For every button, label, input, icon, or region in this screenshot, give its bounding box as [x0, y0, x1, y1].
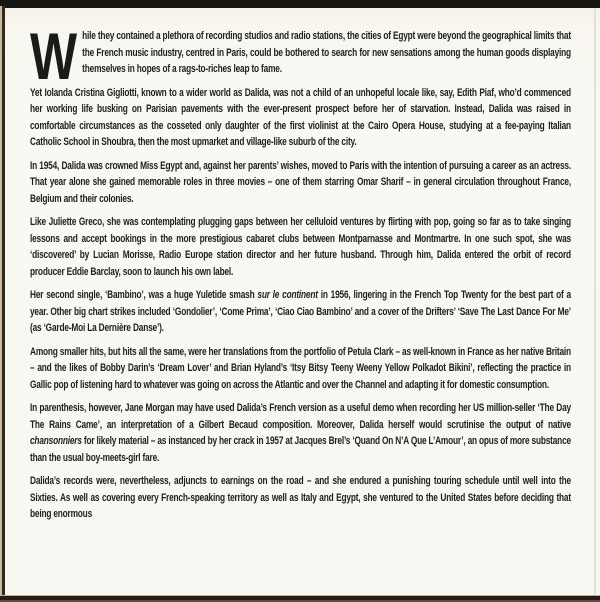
paragraph	[30, 85, 571, 151]
paragraph	[30, 28, 571, 93]
paragraph	[30, 214, 571, 280]
text-run: In parenthesis, however, Jane Morgan may have used Dalida’s French version as a useful demo when recording her US million-seller ‘The Day The Rains Came’, an interpretation of a Gilbert Becaud composition. Moreover, Dalida herself would scrutinise the output of native	[30, 402, 571, 431]
italic-text-run: sur le continent	[257, 289, 318, 301]
paragraph	[30, 400, 571, 466]
paragraph	[30, 158, 571, 208]
top-border	[0, 0, 600, 8]
text-column	[30, 28, 571, 523]
text-run: Yet Iolanda Cristina Gigliotti, known to a wider world as Dalida, was not a child of an unhopeful locale like, say, Edith Piaf, who’d commenced her working life busking on Parisian pavements with the ever-present prospect before her of starvation. Instead, Dalida was raised in comfortable circumstances as the cosseted only daughter of the first violinist at the Cairo Opera House, studying at a fee-paying Italian Catholic School in Shoubra, then the most upmarket and village-like suburb of the city.	[30, 86, 571, 148]
text-run: for likely material – as instanced by her crack in 1957 at Jacques Brel’s ‘Quand On N’A Que L’Amour’, an opus of more substance than the usual boy-meets-girl fare.	[30, 435, 571, 464]
text-run: Dalida’s records were, nevertheless, adjuncts to earnings on the road – and she endured a punishing touring schedule until well into the Sixties. As well as covering every French-speaking territory as well as Italy and Egypt, she ventured to the United States before deciding that being enormous	[30, 475, 571, 520]
paragraph	[30, 344, 571, 394]
drop-cap: W	[30, 28, 77, 93]
text-run: in 1956, lingering in the French Top Twenty for the best part of a year. Other big chart strikes included ‘Gondolier’, ‘Come Prima’, ‘Ciao Ciao Bambino’ and a cover of the Drifters’ ‘Save The Last Dance For Me’ (as ‘Garde-Moi La Dernière Danse’).	[30, 289, 571, 334]
text-run: Among smaller hits, but hits all the same, were her translations from the portfolio of Petula Clark – as well-known in France as her native Britain – and the likes of Bobby Darin’s ‘Dream Lover’ and Brian Hyland’s ‘Itsy Bitsy Teeny Weeny Yellow Polkadot Bikini’, reflecting the practice in Gallic pop of listening hard to whatever was going on across the Atlantic and over the Channel and adapting it for domestic consumption.	[30, 345, 571, 391]
left-border	[2, 6, 5, 602]
paragraph	[30, 287, 571, 337]
text-run: Like Juliette Greco, she was contemplating plugging gaps between her celluloid ventures by flirting with pop, going so far as to take singing lessons and accept bookings in the more prestigious cabaret clubs between Montparnasse and Montmartre. In one such spot, she was ‘discovered’ by Lucian Morisse, Radio Europe station director and her future husband. Through him, Dalida entered the orbit of record producer Eddie Barclay, soon to launch his own label.	[30, 216, 571, 278]
text-column-wrap	[30, 28, 571, 592]
paragraph	[30, 473, 571, 523]
text-run: hile they contained a plethora of recording studios and radio stations, the cities of Egypt were beyond the geographical limits that the French music industry, centred in Paris, could be bothered to search for new sensations among the human goods displaying themselves in hopes of a rags-to-riches leap to fame.	[82, 30, 571, 75]
text-run: Her second single, ‘Bambino’, was a huge Yuletide smash	[30, 289, 258, 301]
text-run: In 1954, Dalida was crowned Miss Egypt and, against her parents’ wishes, moved to Paris with the intention of pursuing a career as an actress. That year alone she gained memorable roles in three movies – one of them starring Omar Sharif – in general circulation throughout France, Belgium and their colonies.	[30, 159, 571, 205]
right-scan-edge	[594, 8, 596, 594]
italic-text-run: chansonniers	[30, 435, 82, 447]
